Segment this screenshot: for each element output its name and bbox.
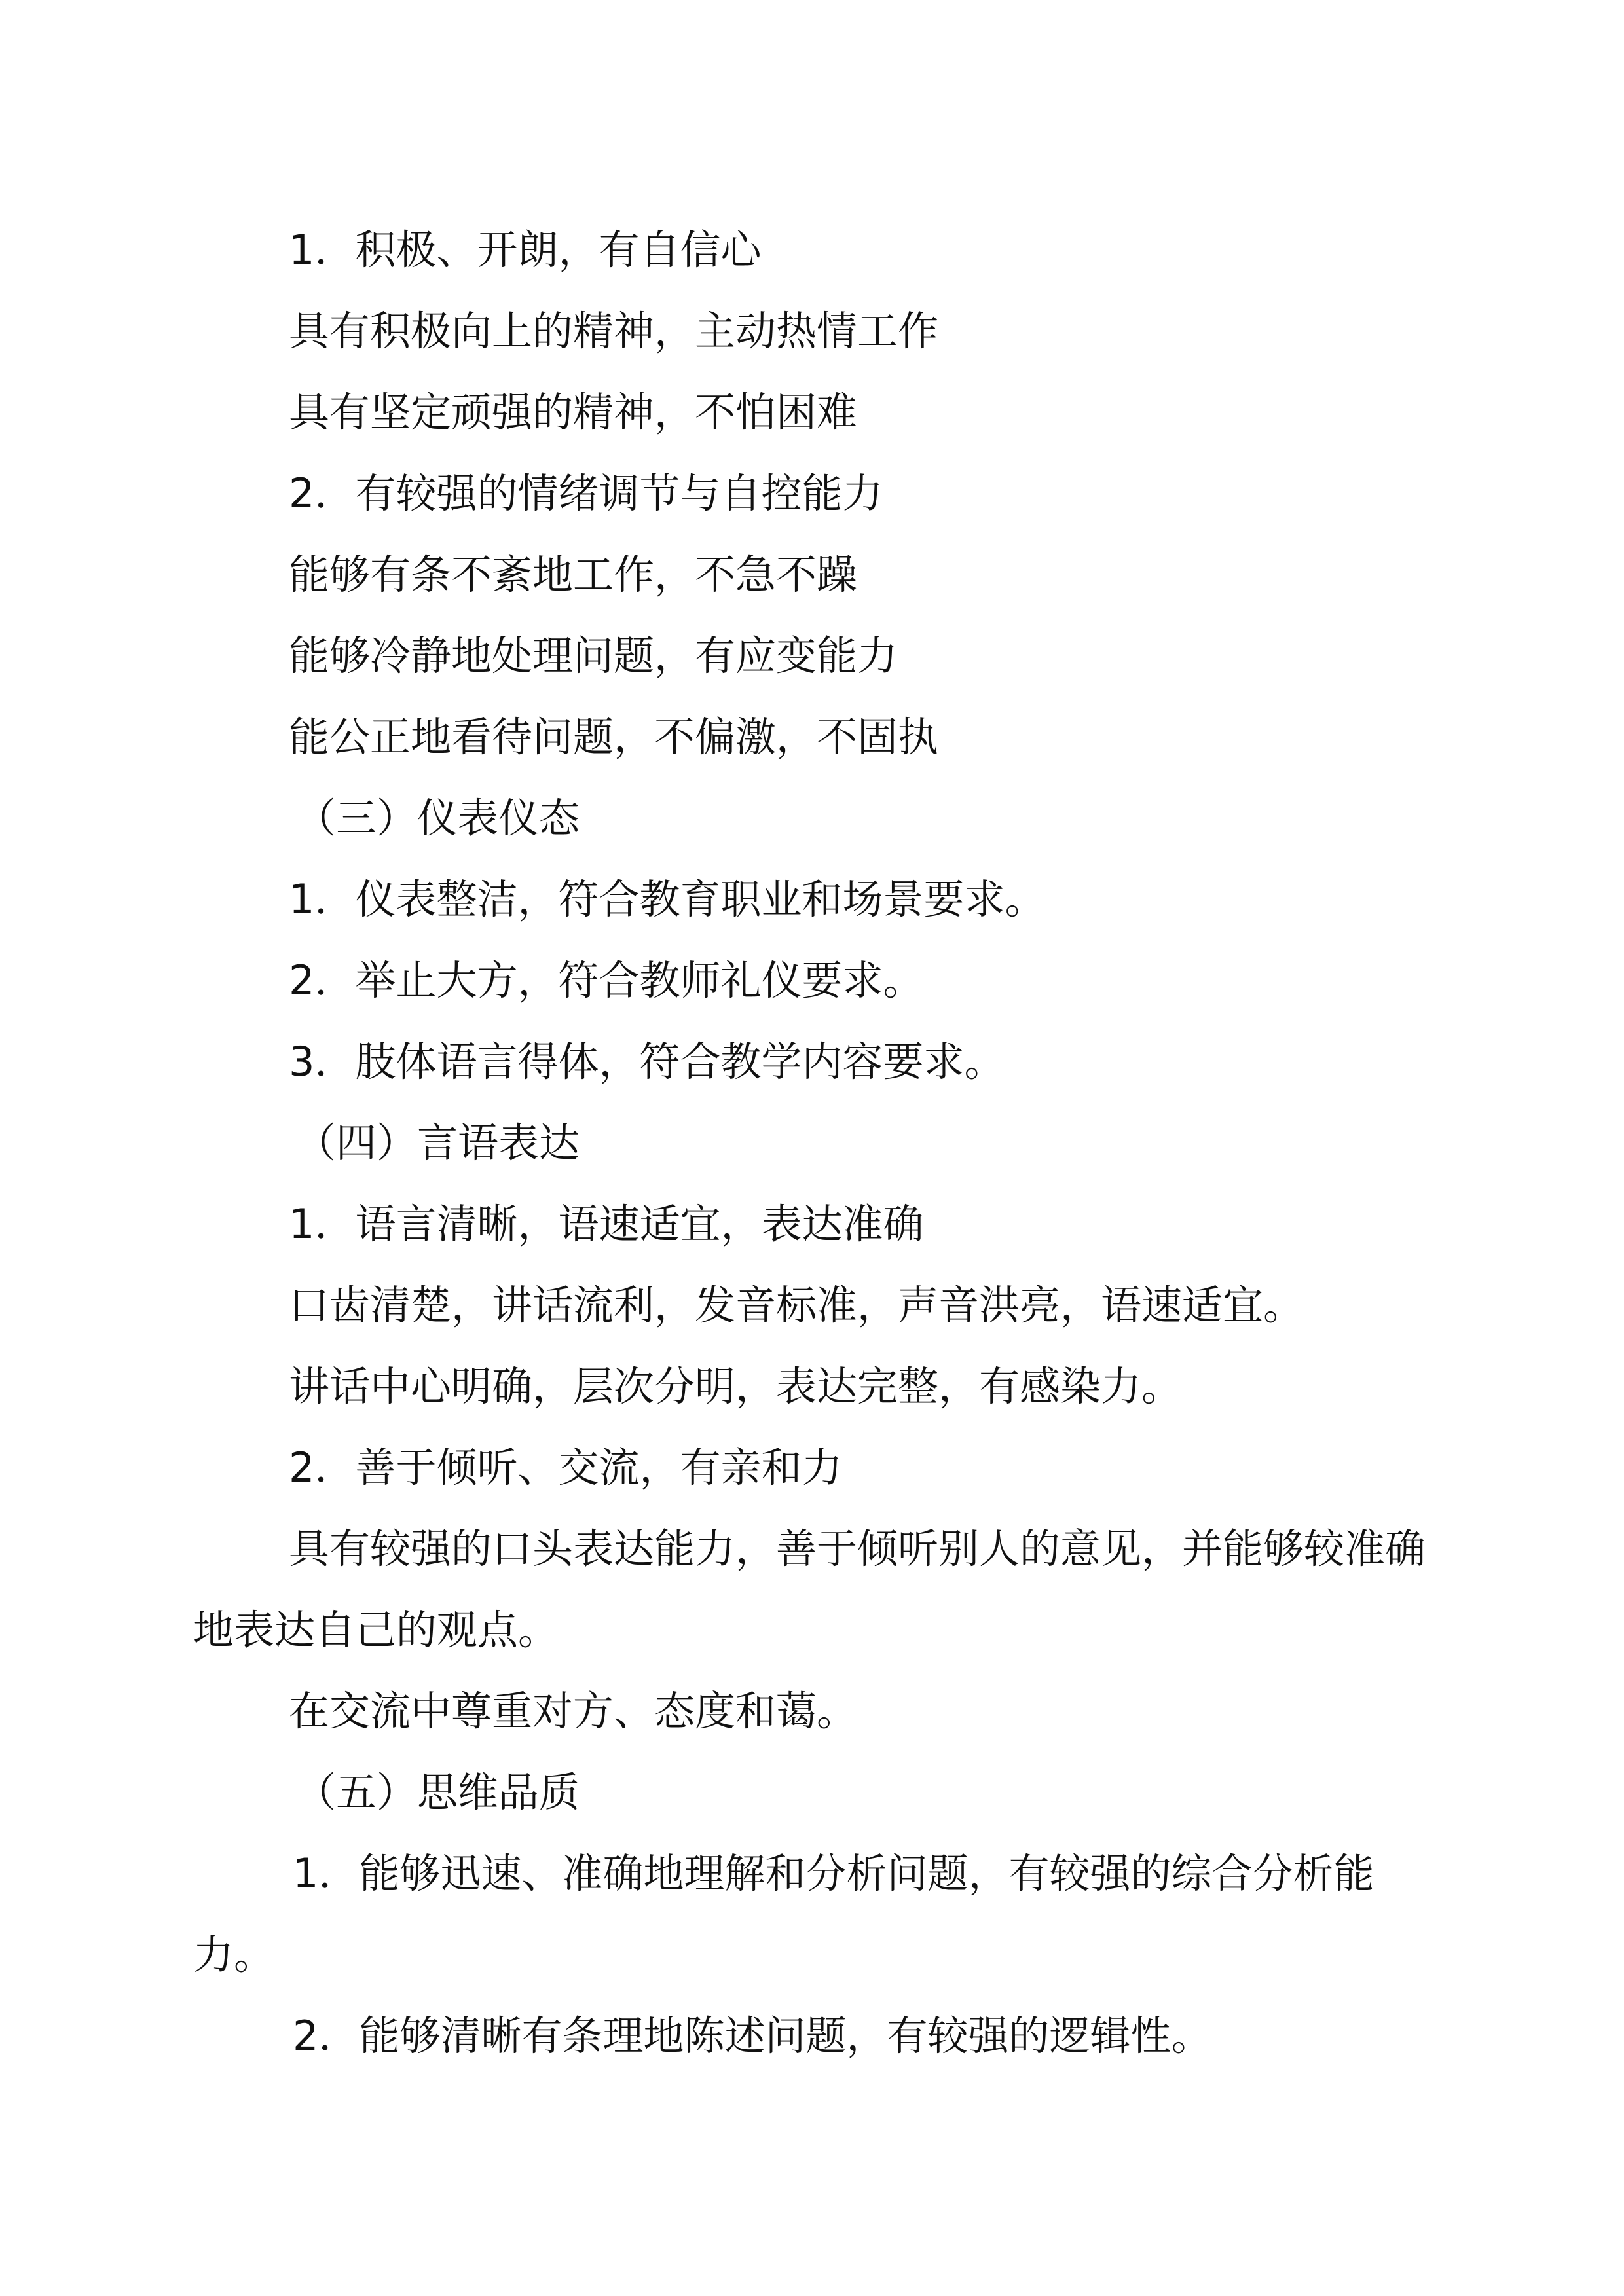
paragraph-positive-spirit: 具有积极向上的精神，主动热情工作 [289, 307, 939, 355]
document-body [193, 210, 1444, 2077]
list-item-analysis: 1．能够迅速、准确地理解和分析问题，有较强的综合分析能力。 [193, 1850, 1375, 1978]
paragraph-fair-view: 能公正地看待问题，不偏激，不固执 [289, 713, 939, 761]
section-heading-speech: （四）言语表达 [295, 1119, 580, 1167]
section-heading-thinking: （五）思维品质 [295, 1768, 580, 1816]
list-item-clear-speech: 1．语言清晰，语速适宜，表达准确 [289, 1200, 924, 1248]
list-item-body-language: 3．肢体语言得体，符合教学内容要求。 [289, 1038, 1005, 1085]
paragraph-tenacious-spirit: 具有坚定顽强的精神，不怕困难 [289, 388, 858, 436]
paragraph-calm-handling: 能够冷静地处理问题，有应变能力 [289, 632, 898, 680]
section-heading-appearance: （三）仪表仪态 [295, 794, 580, 842]
list-item-graceful-manner: 2．举止大方，符合教师礼仪要求。 [289, 957, 924, 1004]
list-item-logic: 2．能够清晰有条理地陈述问题，有较强的逻辑性。 [293, 2012, 1212, 2060]
paragraph-articulation: 口齿清楚，讲话流利，发音标准，声音洪亮，语速适宜。 [289, 1281, 1304, 1329]
list-item-listening: 2．善于倾听、交流，有亲和力 [289, 1444, 843, 1491]
paragraph-oral-expression: 具有较强的口头表达能力，善于倾听别人的意见，并能够较准确地表达自己的观点。 [193, 1525, 1426, 1654]
list-item-emotion-control: 2．有较强的情绪调节与自控能力 [289, 469, 883, 517]
paragraph-respect: 在交流中尊重对方、态度和蔼。 [289, 1687, 858, 1735]
paragraph-orderly-work: 能够有条不紊地工作，不急不躁 [289, 551, 858, 598]
list-item-positive-confident: 1．积极、开朗，有自信心 [289, 226, 762, 274]
paragraph-clear-center: 讲话中心明确，层次分明，表达完整，有感染力。 [289, 1362, 1183, 1410]
list-item-neat-appearance: 1．仪表整洁，符合教育职业和场景要求。 [289, 875, 1046, 923]
